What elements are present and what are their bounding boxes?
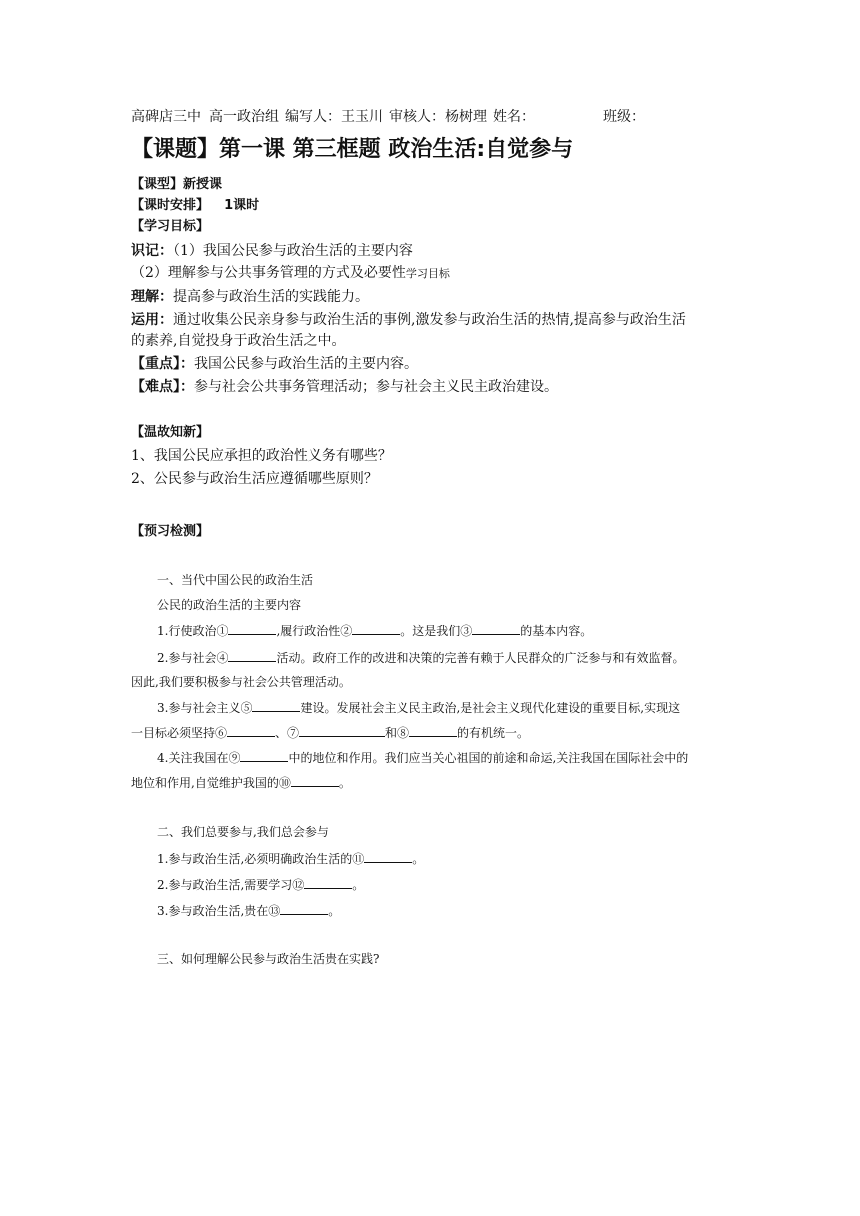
header-school: 高碑店三中 [131,109,201,125]
blank-6[interactable] [227,723,275,737]
blank-4[interactable] [228,648,276,662]
header-author: 编写人：王玉川 [285,109,383,125]
understand-text: 提高参与政治生活的实践能力。 [173,289,369,305]
item-j3-text-b: 。 [328,904,341,918]
difficult-point [131,377,558,397]
blank-3[interactable] [472,621,520,635]
item-4-text-a: 4.关注我国在⑨ [157,751,241,765]
item-j2-text-b: 。 [352,878,365,892]
header-group: 高一政治组 [209,109,279,125]
hours-label: 【课时安排】 [131,198,210,213]
section-1-title: 一、当代中国公民的政治生活 [157,573,314,587]
blank-13[interactable] [280,901,328,915]
blank-7[interactable] [299,723,385,737]
preview-heading: 【预习检测】 [131,524,210,539]
apply-label: 运用： [131,312,173,328]
key-point [131,354,418,374]
apply-text-1: 通过收集公民亲身参与政治生活的事例,激发参与政治生活的热情,提高参与政治生活 [173,312,686,328]
item-1-text-b: ,履行政治性② [276,624,353,638]
item-1-text-d: 的基本内容。 [520,624,593,638]
goal-apply-line1 [131,310,686,330]
header-reviewer: 审核人：杨树理 [389,109,487,125]
review-heading: 【温故知新】 [131,425,210,440]
remember-text-1: （1）我国公民参与政治生活的主要内容 [173,243,413,259]
item-2 [157,648,684,667]
item-j3-text-a: 3.参与政治生活,贵在⑬ [157,904,281,918]
goal-apply-line2: 的素养,自觉投身于政治生活之中。 [131,333,346,349]
item-4-line2 [131,773,351,792]
blank-5[interactable] [252,698,300,712]
item-3-line2 [131,723,529,742]
goals-heading: 【学习目标】 [131,219,210,234]
header-name-label: 姓名： [493,109,535,125]
hours-value: 1课时 [224,198,260,213]
item-4 [157,748,688,767]
remember-label: 识记： [131,243,173,259]
blank-8[interactable] [409,723,457,737]
item-1-text-a: 1.行使政治① [157,624,229,638]
blank-2[interactable] [352,621,400,635]
section-3-title: 三、如何理解公民参与政治生活贵在实践? [157,952,380,966]
goal-remember-1 [131,241,413,261]
item-3-text-c: 一目标必须坚持⑥ [131,726,228,740]
item-j3 [157,901,340,920]
header-class-label: 班级： [603,109,645,125]
item-3-text-e: 和⑧ [385,726,410,740]
item-2-line2: 因此,我们要积极参与社会公共管理活动。 [131,675,351,689]
item-j1-text-b: 。 [412,852,425,866]
goal-understand [131,287,369,307]
goal-remember-2 [131,263,450,284]
item-1 [157,621,592,640]
remember-text-2: （2）理解参与公共事务管理的方式及必要性 [131,265,406,281]
item-3-text-f: 的有机统一。 [457,726,530,740]
item-j2 [157,875,364,894]
section-2-title: 二、我们总要参与,我们总会参与 [157,825,329,839]
item-3-text-a: 3.参与社会主义⑤ [157,701,253,715]
item-3-text-b: 建设。发展社会主义民主政治,是社会主义现代化建设的重要目标,实现这 [300,701,681,715]
review-question-1: 1、我国公民应承担的政治性义务有哪些？ [131,448,392,464]
remember-suffix: 学习目标 [405,267,450,280]
difficult-label: 【难点】： [131,379,194,395]
item-4-text-c: 地位和作用,自觉维护我国的⑩ [131,776,291,790]
item-4-text-b: 中的地位和作用。我们应当关心祖国的前途和命运,关注我国在国际社会中的 [288,751,689,765]
lesson-hours [131,197,259,215]
item-j1 [157,849,424,868]
key-label: 【重点】： [131,356,194,372]
item-4-text-d: 。 [338,776,351,790]
item-3-text-d: 、⑦ [275,726,300,740]
item-3 [157,698,680,717]
item-j2-text-a: 2.参与政治生活,需要学习⑫ [157,878,305,892]
item-j1-text-a: 1.参与政治生活,必须明确政治生活的⑪ [157,852,365,866]
item-1-text-c: 。这是我们③ [400,624,473,638]
item-2-text-b: 活动。政府工作的改进和决策的完善有赖于人民群众的广泛参与和有效监督。 [276,651,685,665]
blank-9[interactable] [240,748,288,762]
item-2-text-a: 2.参与社会④ [157,651,229,665]
blank-1[interactable] [228,621,276,635]
section-1-subtitle: 公民的政治生活的主要内容 [157,598,302,612]
lesson-title: 【课题】第一课 第三框题 政治生活:自觉参与 [131,137,574,162]
key-text: 我国公民参与政治生活的主要内容。 [194,356,418,372]
review-question-2: 2、公民参与政治生活应遵循哪些原则？ [131,471,378,487]
blank-12[interactable] [304,875,352,889]
blank-11[interactable] [364,849,412,863]
header-line [131,107,645,127]
difficult-text: 参与社会公共事务管理活动；参与社会主义民主政治建设。 [194,379,558,395]
understand-label: 理解： [131,289,173,305]
blank-10[interactable] [291,773,339,787]
lesson-type: 【课型】新授课 [131,177,223,192]
